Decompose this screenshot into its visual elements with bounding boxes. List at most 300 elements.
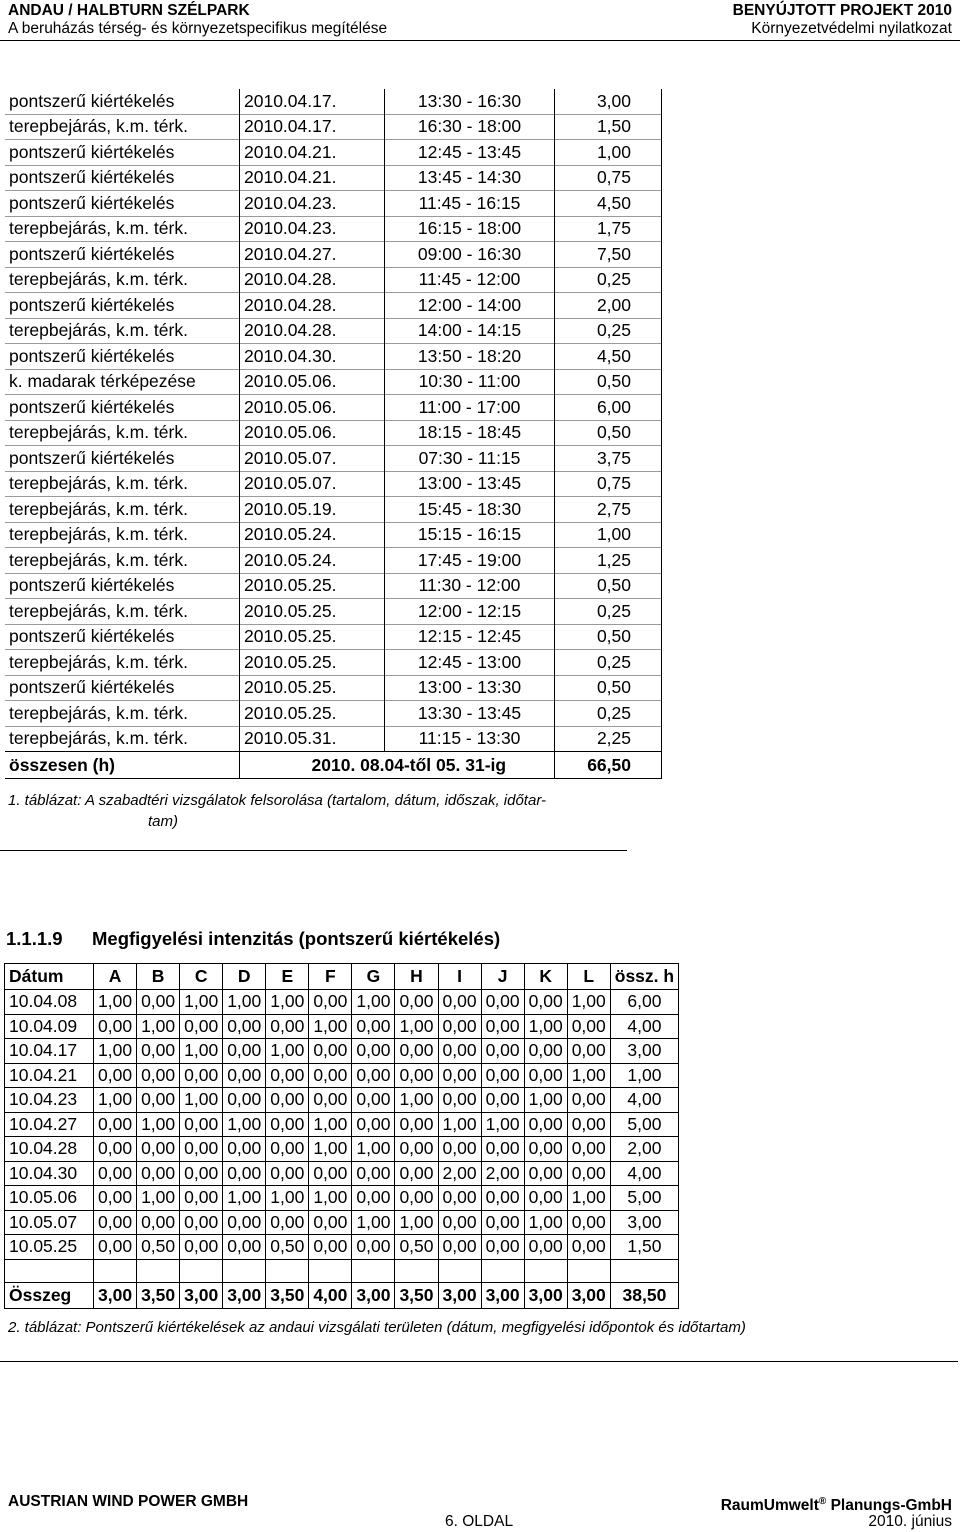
value-cell: 1,00 [309, 1112, 352, 1137]
sum-cell: 4,00 [309, 1282, 352, 1308]
caption-divider [0, 850, 627, 851]
time-range-cell: 10:30 - 11:00 [385, 369, 555, 395]
value-cell: 0,00 [481, 1063, 524, 1088]
column-header: össz. h [610, 964, 678, 990]
table-row [5, 242, 662, 268]
value-cell: 1,00 [137, 1186, 180, 1211]
empty-cell [352, 1259, 395, 1282]
value-cell: 0,00 [524, 1112, 567, 1137]
empty-cell [137, 1259, 180, 1282]
value-cell: 1,00 [524, 1088, 567, 1113]
date-cell: 2010.05.07. [240, 446, 385, 472]
table-row [5, 624, 662, 650]
table-row [5, 1235, 679, 1260]
value-cell: 0,00 [567, 1137, 610, 1162]
value-cell: 0,00 [567, 1161, 610, 1186]
table-row [5, 114, 662, 140]
column-header: A [94, 964, 137, 990]
value-cell: 1,00 [309, 1137, 352, 1162]
date-cell: 2010.04.17. [240, 89, 385, 114]
hours-cell: 0,25 [555, 701, 662, 727]
sum-cell: 3,50 [137, 1282, 180, 1308]
total-label: összesen (h) [5, 752, 240, 779]
date-cell: 2010.05.25. [240, 650, 385, 676]
value-cell: 0,00 [266, 1161, 309, 1186]
activity-cell: terepbejárás, k.m. térk. [5, 522, 240, 548]
value-cell: 0,00 [223, 1088, 266, 1113]
value-cell: 0,00 [481, 1137, 524, 1162]
value-cell: 0,00 [438, 1186, 481, 1211]
value-cell: 1,00 [94, 1039, 137, 1064]
value-cell: 0,00 [137, 1063, 180, 1088]
table-row [5, 1186, 679, 1211]
hours-cell: 0,25 [555, 267, 662, 293]
column-header: C [180, 964, 223, 990]
table-row [5, 318, 662, 344]
date-cell: 2010.05.25. [240, 701, 385, 727]
hours-cell: 0,50 [555, 573, 662, 599]
table-row [5, 293, 662, 319]
value-cell: 0,50 [137, 1235, 180, 1260]
activity-cell: terepbejárás, k.m. térk. [5, 420, 240, 446]
time-range-cell: 07:30 - 11:15 [385, 446, 555, 472]
date-cell: 2010.05.19. [240, 497, 385, 523]
date-cell: 10.04.21 [5, 1063, 94, 1088]
column-header: B [137, 964, 180, 990]
value-cell: 0,50 [266, 1235, 309, 1260]
value-cell: 0,00 [223, 1063, 266, 1088]
value-cell: 0,00 [567, 1235, 610, 1260]
empty-cell [395, 1259, 438, 1282]
value-cell: 0,00 [524, 1186, 567, 1211]
observation-intensity-table [4, 963, 679, 1309]
value-cell: 1,00 [223, 1112, 266, 1137]
empty-cell [610, 1259, 678, 1282]
table2-caption: 2. táblázat: Pontszerű kiértékelések az andaui vizsgálati területen (dátum, megfigyelési időpontok és időtartam) [8, 1319, 746, 1336]
header-right-title: BENYÚJTOTT PROJEKT 2010 [732, 2, 952, 19]
value-cell: 1,00 [180, 990, 223, 1015]
time-range-cell: 11:30 - 12:00 [385, 573, 555, 599]
hours-cell: 3,75 [555, 446, 662, 472]
value-cell: 0,00 [567, 1014, 610, 1039]
date-cell: 2010.05.25. [240, 573, 385, 599]
hours-cell: 3,00 [555, 89, 662, 114]
value-cell: 0,00 [223, 1235, 266, 1260]
activity-cell: terepbejárás, k.m. térk. [5, 726, 240, 752]
empty-cell [309, 1259, 352, 1282]
time-range-cell: 17:45 - 19:00 [385, 548, 555, 574]
empty-cell [180, 1259, 223, 1282]
value-cell: 1,00 [352, 1137, 395, 1162]
sum-cell: 3,00 [481, 1282, 524, 1308]
time-range-cell: 13:50 - 18:20 [385, 344, 555, 370]
date-cell: 2010.05.31. [240, 726, 385, 752]
footer-date: 2010. június [868, 1513, 952, 1530]
activity-cell: pontszerű kiértékelés [5, 446, 240, 472]
value-cell: 0,00 [266, 1088, 309, 1113]
value-cell: 1,00 [524, 1210, 567, 1235]
value-cell: 0,00 [94, 1137, 137, 1162]
date-cell: 2010.05.06. [240, 420, 385, 446]
sum-cell: 3,00 [352, 1282, 395, 1308]
hours-cell: 0,50 [555, 624, 662, 650]
column-header: F [309, 964, 352, 990]
value-cell: 0,00 [481, 1014, 524, 1039]
value-cell: 0,00 [395, 1039, 438, 1064]
value-cell: 0,00 [137, 990, 180, 1015]
value-cell: 0,00 [94, 1235, 137, 1260]
empty-cell [524, 1259, 567, 1282]
value-cell: 0,00 [352, 1063, 395, 1088]
date-cell: 10.04.23 [5, 1088, 94, 1113]
hours-cell: 4,50 [555, 191, 662, 217]
activity-cell: terepbejárás, k.m. térk. [5, 216, 240, 242]
activity-cell: terepbejárás, k.m. térk. [5, 471, 240, 497]
activity-cell: terepbejárás, k.m. térk. [5, 114, 240, 140]
value-cell: 1,00 [395, 1014, 438, 1039]
time-range-cell: 16:15 - 18:00 [385, 216, 555, 242]
activity-cell: pontszerű kiértékelés [5, 191, 240, 217]
value-cell: 4,00 [610, 1014, 678, 1039]
value-cell: 0,00 [567, 1039, 610, 1064]
time-range-cell: 15:15 - 16:15 [385, 522, 555, 548]
value-cell: 1,00 [395, 1210, 438, 1235]
activity-cell: pontszerű kiértékelés [5, 675, 240, 701]
value-cell: 0,00 [180, 1210, 223, 1235]
value-cell: 1,00 [567, 1063, 610, 1088]
value-cell: 4,00 [610, 1161, 678, 1186]
table-row [5, 1161, 679, 1186]
value-cell: 0,00 [180, 1014, 223, 1039]
hours-cell: 6,00 [555, 395, 662, 421]
table-row [5, 1063, 679, 1088]
column-header: H [395, 964, 438, 990]
time-range-cell: 13:45 - 14:30 [385, 165, 555, 191]
table-row [5, 89, 662, 114]
hours-cell: 2,00 [555, 293, 662, 319]
empty-cell [266, 1259, 309, 1282]
hours-cell: 0,75 [555, 165, 662, 191]
value-cell: 0,00 [223, 1137, 266, 1162]
value-cell: 1,00 [309, 1186, 352, 1211]
value-cell: 0,00 [481, 1088, 524, 1113]
activity-cell: terepbejárás, k.m. térk. [5, 497, 240, 523]
value-cell: 0,00 [137, 1161, 180, 1186]
value-cell: 0,00 [438, 1063, 481, 1088]
sum-cell: 3,00 [567, 1282, 610, 1308]
value-cell: 0,00 [567, 1112, 610, 1137]
time-range-cell: 12:15 - 12:45 [385, 624, 555, 650]
footer-right-name: RaumUmwelt [720, 1497, 819, 1515]
date-cell: 2010.05.24. [240, 548, 385, 574]
table-row [5, 1210, 679, 1235]
value-cell: 0,00 [137, 1210, 180, 1235]
sum-cell: 3,50 [395, 1282, 438, 1308]
value-cell: 1,00 [481, 1112, 524, 1137]
value-cell: 1,00 [567, 1186, 610, 1211]
value-cell: 1,00 [223, 1186, 266, 1211]
value-cell: 0,00 [309, 1039, 352, 1064]
value-cell: 1,50 [610, 1235, 678, 1260]
table1-caption [8, 790, 620, 832]
value-cell: 0,00 [309, 1088, 352, 1113]
column-header: L [567, 964, 610, 990]
hours-cell: 4,50 [555, 344, 662, 370]
value-cell: 0,00 [352, 1088, 395, 1113]
value-cell: 0,00 [309, 1161, 352, 1186]
value-cell: 1,00 [266, 990, 309, 1015]
value-cell: 0,00 [438, 1088, 481, 1113]
date-cell: 2010.05.06. [240, 369, 385, 395]
value-cell: 0,00 [94, 1014, 137, 1039]
date-cell: 10.04.28 [5, 1137, 94, 1162]
value-cell: 0,00 [481, 1039, 524, 1064]
header-left-title: ANDAU / HALBTURN SZÉLPARK [8, 2, 250, 19]
value-cell: 0,00 [94, 1112, 137, 1137]
value-cell: 1,00 [352, 990, 395, 1015]
value-cell: 1,00 [180, 1088, 223, 1113]
value-cell: 1,00 [567, 990, 610, 1015]
date-cell: 2010.04.17. [240, 114, 385, 140]
value-cell: 4,00 [610, 1088, 678, 1113]
table-row [5, 191, 662, 217]
value-cell: 3,00 [610, 1039, 678, 1064]
value-cell: 0,50 [395, 1235, 438, 1260]
value-cell: 0,00 [567, 1210, 610, 1235]
hours-cell: 1,50 [555, 114, 662, 140]
table-row [5, 548, 662, 574]
activity-cell: pontszerű kiértékelés [5, 293, 240, 319]
table-total-row [5, 752, 662, 779]
date-cell: 2010.04.28. [240, 293, 385, 319]
sum-cell: 3,50 [266, 1282, 309, 1308]
column-header: J [481, 964, 524, 990]
date-cell: 2010.04.23. [240, 216, 385, 242]
table-row [5, 701, 662, 727]
footer-left: AUSTRIAN WIND POWER GMBH [8, 1493, 249, 1510]
value-cell: 0,00 [180, 1161, 223, 1186]
activity-cell: terepbejárás, k.m. térk. [5, 318, 240, 344]
value-cell: 0,00 [137, 1039, 180, 1064]
footer-registered-mark: ® [818, 1496, 827, 1507]
table-row [5, 522, 662, 548]
value-cell: 0,00 [352, 1161, 395, 1186]
value-cell: 0,00 [223, 1210, 266, 1235]
value-cell: 2,00 [438, 1161, 481, 1186]
activity-cell: pontszerű kiértékelés [5, 89, 240, 114]
value-cell: 0,00 [395, 1186, 438, 1211]
value-cell: 0,00 [94, 1186, 137, 1211]
date-cell: 2010.05.25. [240, 675, 385, 701]
total-period-b: 04-től 05. 31-ig [385, 752, 555, 779]
activity-cell: pontszerű kiértékelés [5, 573, 240, 599]
value-cell: 0,00 [352, 1039, 395, 1064]
date-cell: 2010.05.07. [240, 471, 385, 497]
value-cell: 0,00 [266, 1112, 309, 1137]
section-number: 1.1.1.9 [6, 928, 63, 949]
table-row [5, 1112, 679, 1137]
hours-cell: 0,50 [555, 675, 662, 701]
hours-cell: 0,25 [555, 650, 662, 676]
table1-caption-line1: 1. táblázat: A szabadtéri vizsgálatok felsorolása (tartalom, dátum, időszak, időtar- [8, 792, 547, 809]
value-cell: 0,00 [137, 1088, 180, 1113]
hours-cell: 1,00 [555, 140, 662, 166]
header-left-subtitle: A beruházás térség- és környezetspecifikus megítélése [8, 20, 388, 37]
footer-divider [0, 1361, 958, 1362]
value-cell: 6,00 [610, 990, 678, 1015]
column-header: G [352, 964, 395, 990]
date-cell: 2010.04.30. [240, 344, 385, 370]
table-row [5, 369, 662, 395]
table1-caption-line2: tam) [148, 813, 178, 830]
value-cell: 0,00 [223, 1039, 266, 1064]
value-cell: 0,00 [94, 1161, 137, 1186]
column-header: K [524, 964, 567, 990]
value-cell: 0,00 [309, 1235, 352, 1260]
value-cell: 0,00 [309, 1210, 352, 1235]
table-row [5, 599, 662, 625]
sum-label: Összeg [5, 1282, 94, 1308]
activity-cell: terepbejárás, k.m. térk. [5, 650, 240, 676]
value-cell: 0,00 [180, 1235, 223, 1260]
page-number: 6. OLDAL [445, 1513, 514, 1530]
value-cell: 1,00 [524, 1014, 567, 1039]
date-cell: 2010.04.28. [240, 267, 385, 293]
date-cell: 2010.04.21. [240, 165, 385, 191]
value-cell: 0,00 [309, 1063, 352, 1088]
value-cell: 0,00 [352, 1186, 395, 1211]
empty-cell [5, 1259, 94, 1282]
table-row [5, 650, 662, 676]
date-cell: 2010.04.21. [240, 140, 385, 166]
table-row [5, 216, 662, 242]
date-cell: 10.04.27 [5, 1112, 94, 1137]
empty-cell [481, 1259, 524, 1282]
value-cell: 1,00 [180, 1039, 223, 1064]
value-cell: 0,00 [481, 1210, 524, 1235]
value-cell: 0,00 [266, 1014, 309, 1039]
time-range-cell: 11:15 - 13:30 [385, 726, 555, 752]
activity-cell: pontszerű kiértékelés [5, 140, 240, 166]
value-cell: 0,00 [94, 1063, 137, 1088]
date-cell: 10.04.09 [5, 1014, 94, 1039]
hours-cell: 0,75 [555, 471, 662, 497]
date-cell: 10.05.06 [5, 1186, 94, 1211]
value-cell: 0,00 [395, 1137, 438, 1162]
empty-cell [94, 1259, 137, 1282]
hours-cell: 1,25 [555, 548, 662, 574]
time-range-cell: 18:15 - 18:45 [385, 420, 555, 446]
hours-cell: 0,50 [555, 420, 662, 446]
value-cell: 0,00 [180, 1112, 223, 1137]
date-cell: 10.05.25 [5, 1235, 94, 1260]
total-period-a: 2010. 08. [240, 752, 385, 779]
time-range-cell: 13:30 - 16:30 [385, 89, 555, 114]
sum-cell: 3,00 [94, 1282, 137, 1308]
value-cell: 1,00 [266, 1039, 309, 1064]
table-row [5, 140, 662, 166]
table-header-row [5, 964, 679, 990]
value-cell: 5,00 [610, 1186, 678, 1211]
value-cell: 0,00 [395, 990, 438, 1015]
section-title: Megfigyelési intenzitás (pontszerű kiértékelés) [92, 928, 501, 949]
activity-cell: k. madarak térképezése [5, 369, 240, 395]
value-cell: 0,00 [438, 1137, 481, 1162]
value-cell: 0,00 [223, 1161, 266, 1186]
value-cell: 0,00 [524, 1161, 567, 1186]
time-range-cell: 11:45 - 12:00 [385, 267, 555, 293]
value-cell: 0,00 [524, 1137, 567, 1162]
header-divider [0, 40, 960, 41]
value-cell: 0,00 [352, 1235, 395, 1260]
hours-cell: 1,75 [555, 216, 662, 242]
table-row [5, 165, 662, 191]
value-cell: 1,00 [352, 1210, 395, 1235]
date-cell: 2010.05.25. [240, 599, 385, 625]
value-cell: 0,00 [524, 1063, 567, 1088]
value-cell: 0,00 [395, 1112, 438, 1137]
time-range-cell: 11:00 - 17:00 [385, 395, 555, 421]
value-cell: 0,00 [137, 1137, 180, 1162]
value-cell: 1,00 [223, 990, 266, 1015]
date-cell: 2010.04.28. [240, 318, 385, 344]
table-row [5, 1088, 679, 1113]
time-range-cell: 11:45 - 16:15 [385, 191, 555, 217]
hours-cell: 0,25 [555, 318, 662, 344]
table-row [5, 1014, 679, 1039]
sum-row [5, 1282, 679, 1308]
value-cell: 0,00 [524, 1039, 567, 1064]
value-cell: 0,00 [438, 1235, 481, 1260]
sum-cell: 38,50 [610, 1282, 678, 1308]
activity-cell: terepbejárás, k.m. térk. [5, 267, 240, 293]
value-cell: 1,00 [137, 1112, 180, 1137]
table-row [5, 344, 662, 370]
date-cell: 10.04.08 [5, 990, 94, 1015]
table-row [5, 497, 662, 523]
activity-cell: terepbejárás, k.m. térk. [5, 701, 240, 727]
value-cell: 0,00 [567, 1088, 610, 1113]
hours-cell: 2,75 [555, 497, 662, 523]
time-range-cell: 14:00 - 14:15 [385, 318, 555, 344]
column-header: E [266, 964, 309, 990]
time-range-cell: 12:45 - 13:45 [385, 140, 555, 166]
activity-cell: pontszerű kiértékelés [5, 395, 240, 421]
value-cell: 0,00 [180, 1063, 223, 1088]
value-cell: 0,00 [438, 1039, 481, 1064]
value-cell: 3,00 [610, 1210, 678, 1235]
date-cell: 10.05.07 [5, 1210, 94, 1235]
time-range-cell: 09:00 - 16:30 [385, 242, 555, 268]
field-survey-table [5, 89, 662, 779]
table-row [5, 395, 662, 421]
column-header: D [223, 964, 266, 990]
activity-cell: terepbejárás, k.m. térk. [5, 548, 240, 574]
date-cell: 10.04.17 [5, 1039, 94, 1064]
value-cell: 0,00 [438, 1014, 481, 1039]
activity-cell: terepbejárás, k.m. térk. [5, 599, 240, 625]
activity-cell: pontszerű kiértékelés [5, 624, 240, 650]
hours-cell: 1,00 [555, 522, 662, 548]
date-cell: 2010.04.27. [240, 242, 385, 268]
footer-right-suffix: Planungs-GmbH [826, 1497, 952, 1515]
time-range-cell: 16:30 - 18:00 [385, 114, 555, 140]
table-row [5, 990, 679, 1015]
value-cell: 0,00 [481, 990, 524, 1015]
hours-cell: 7,50 [555, 242, 662, 268]
time-range-cell: 12:00 - 12:15 [385, 599, 555, 625]
value-cell: 0,00 [180, 1137, 223, 1162]
